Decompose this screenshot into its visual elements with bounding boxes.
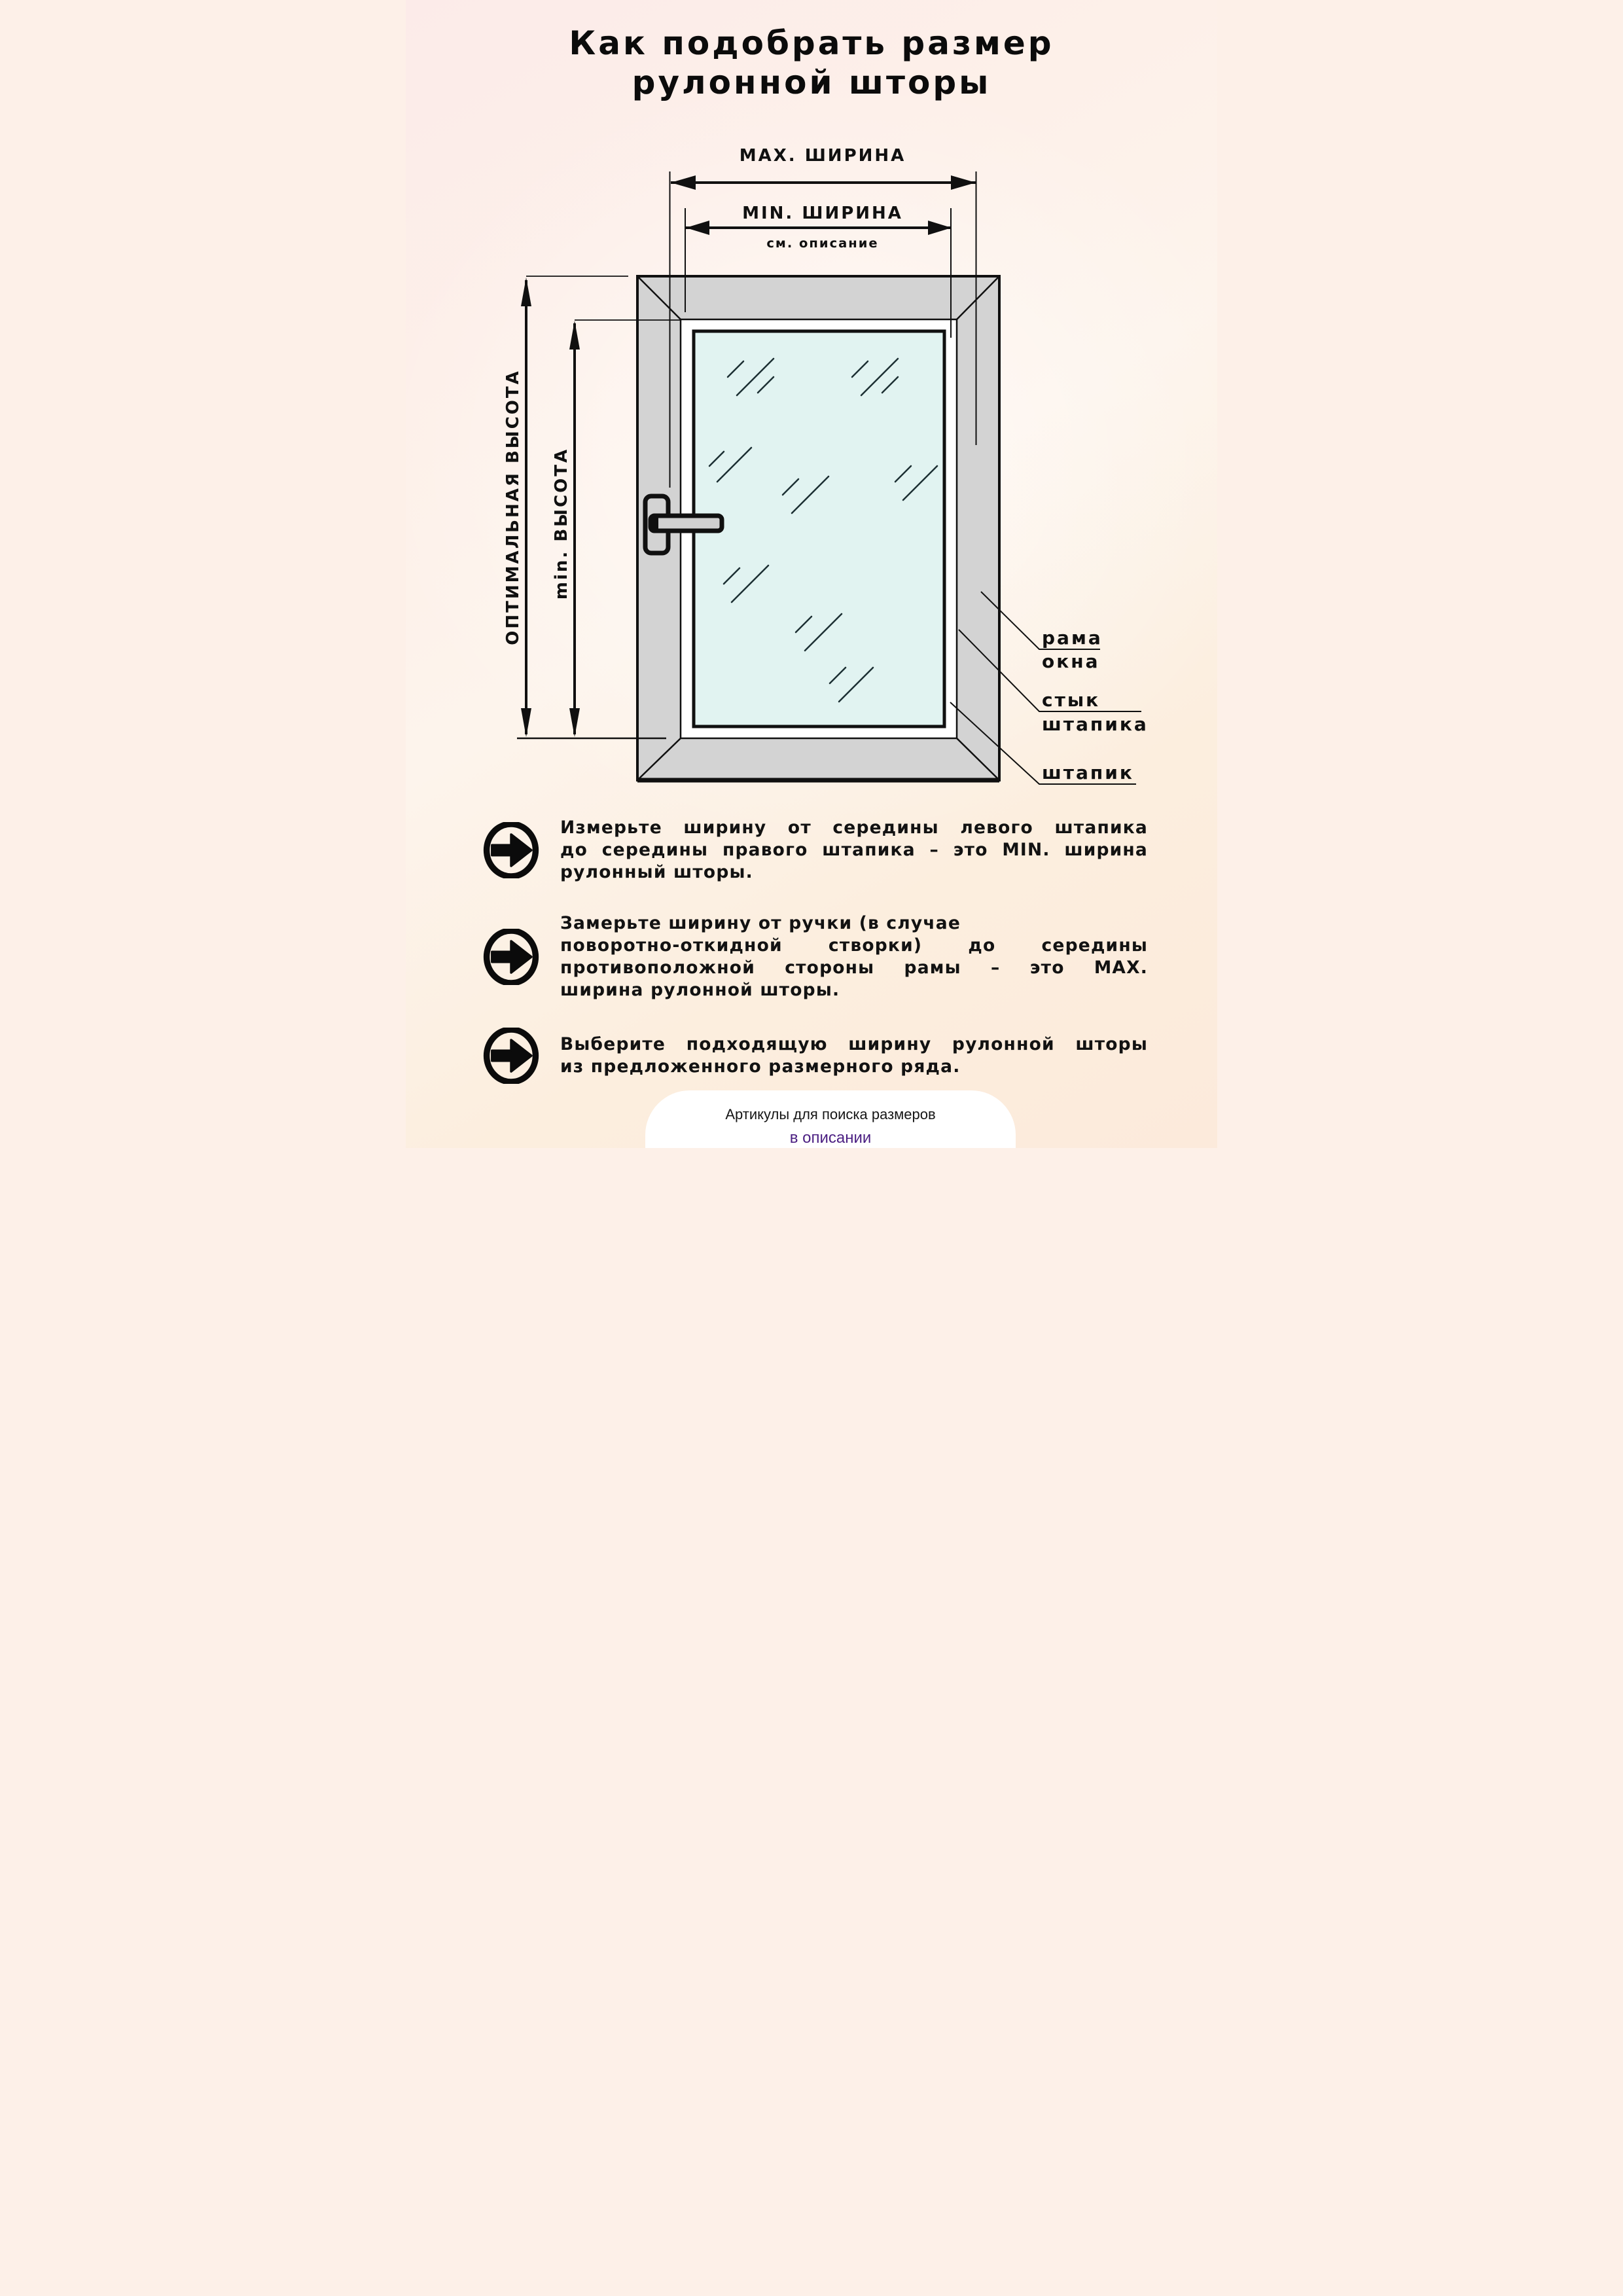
step-text-2 xyxy=(560,912,1148,1001)
arrow-right-icon xyxy=(483,1028,539,1084)
step-item-2 xyxy=(483,912,1148,1001)
arrow-right-icon xyxy=(483,929,539,985)
callout-frame-line2: окна xyxy=(1042,651,1100,672)
infographic-page xyxy=(406,0,1217,1148)
callout-bead-joint-line1: стык xyxy=(1042,689,1101,711)
step-text-line: из предложенного размерного ряда. xyxy=(560,1056,961,1077)
instruction-steps xyxy=(483,817,1148,1084)
min-height-label: min. ВЫСОТА xyxy=(552,447,571,600)
callout-frame-line1: рама xyxy=(1042,627,1103,649)
step-text-line: Выберите подходящую ширину рулонной шторы xyxy=(560,1034,1148,1054)
step-item-1 xyxy=(483,817,1148,884)
min-width-note: см. описание xyxy=(766,236,879,251)
step-text-line: ширина рулонной шторы. xyxy=(560,980,840,1000)
step-text-line: до середины правого штапика – это MIN. ширина xyxy=(560,840,1148,860)
description-link[interactable]: в описании xyxy=(787,1129,874,1148)
step-text-line: рулонный шторы. xyxy=(560,862,753,882)
min-width-label: MIN. ШИРИНА xyxy=(742,204,903,223)
page-title-line2: рулонной шторы xyxy=(632,63,991,101)
footer-card xyxy=(645,1090,1016,1148)
window-glass xyxy=(694,331,944,726)
page-title-line1: Как подобрать размер xyxy=(569,24,1054,62)
step-text-3 xyxy=(560,1033,1148,1078)
step-item-3 xyxy=(483,1028,1148,1084)
arrow-right-icon xyxy=(483,822,539,878)
step-text-line: Замерьте ширину от ручки (в случае xyxy=(560,913,961,933)
step-text-line: поворотно-откидной створки) до середины xyxy=(560,935,1148,956)
callout-bead-label: штапик xyxy=(1042,762,1134,783)
optimal-height-label: ОПТИМАЛЬНАЯ ВЫСОТА xyxy=(503,369,523,645)
step-text-line: противоположной стороны рамы – это MAX. xyxy=(560,958,1148,978)
footer-caption: Артикулы для поиска размеров xyxy=(725,1106,936,1122)
max-width-label: MAX. ШИРИНА xyxy=(739,146,906,166)
callout-bead-joint-line2: штапика xyxy=(1042,713,1149,735)
step-text-line: Измерьте ширину от середины левого штапика xyxy=(560,817,1148,838)
step-text-1 xyxy=(560,817,1148,884)
